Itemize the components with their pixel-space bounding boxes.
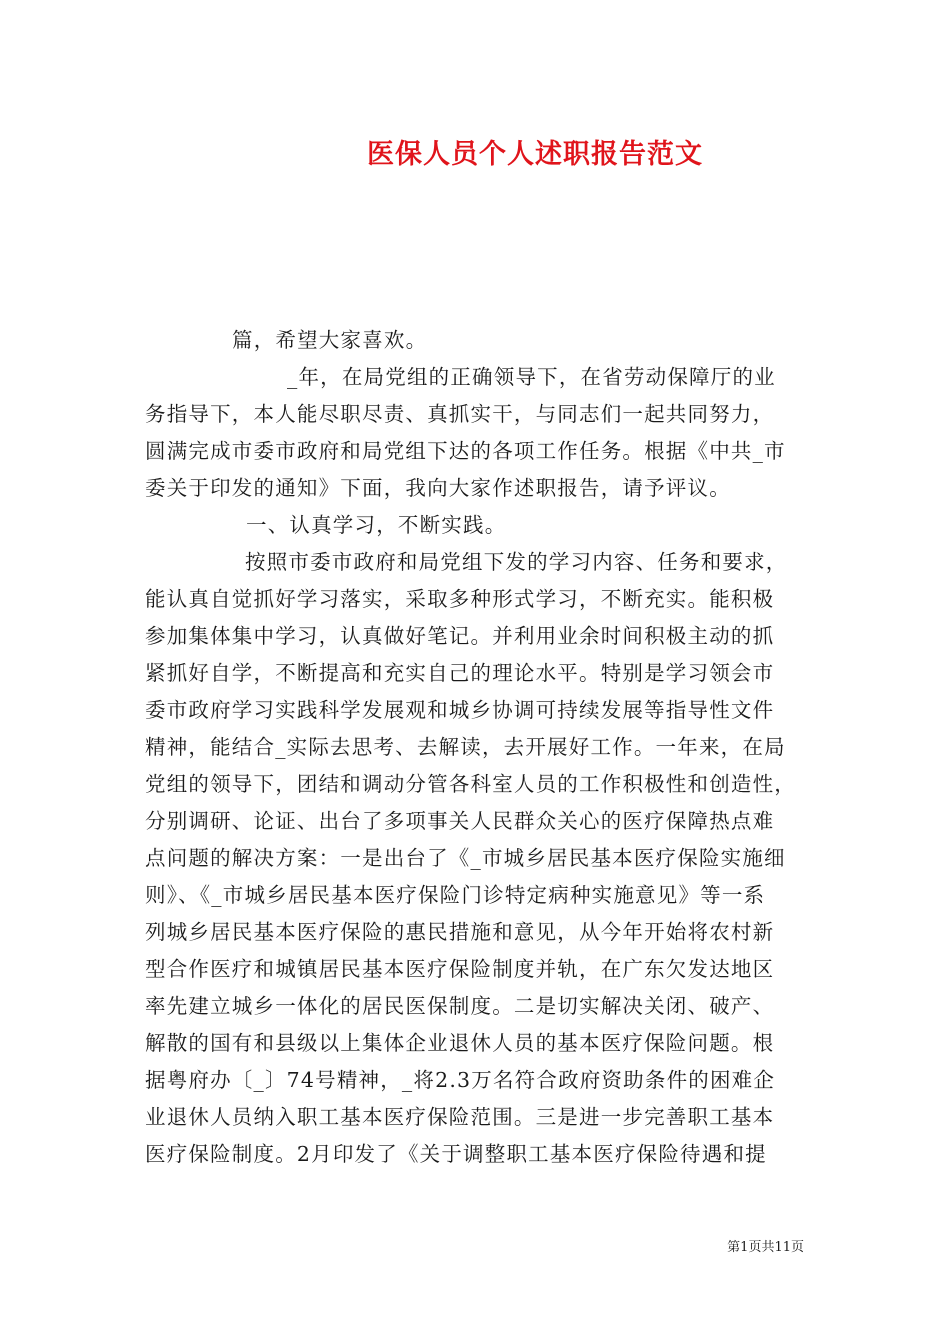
text-line: 则》、《_市城乡居民基本医疗保险门诊特定病种实施意见》等一系	[145, 883, 766, 907]
text-line: 分别调研、论证、出台了多项事关人民群众关心的医疗保障热点难	[145, 809, 775, 833]
text-line: 业退休人员纳入职工基本医疗保险范围。三是进一步完善职工基本	[145, 1105, 775, 1129]
text-line: 篇，希望大家喜欢。	[232, 328, 428, 352]
text-line: 委关于印发的通知》下面，我向大家作述职报告，请予评议。	[145, 476, 731, 500]
text-line: 参加集体集中学习，认真做好笔记。并利用业余时间积极主动的抓	[145, 624, 775, 648]
page-number: 第1页共11页	[727, 1240, 804, 1255]
text-line: 精神，能结合_实际去思考、去解读，去开展好工作。一年来，在局	[145, 735, 786, 759]
text-line: 解散的国有和县级以上集体企业退休人员的基本医疗保险问题。根	[145, 1031, 775, 1055]
text-line: 据粤府办〔_〕74号精神，_将2.3万名符合政府资助条件的困难企	[145, 1068, 776, 1092]
text-line: _年，在局党组的正确领导下，在省劳动保障厅的业	[287, 365, 776, 389]
text-line: 委市政府学习实践科学发展观和城乡协调可持续发展等指导性文件	[145, 698, 775, 722]
text-line: 紧抓好自学，不断提高和充实自己的理论水平。特别是学习领会市	[145, 661, 775, 685]
text-line: 医疗保险制度。2月印发了《关于调整职工基本医疗保险待遇和提	[145, 1142, 767, 1166]
text-line: 率先建立城乡一体化的居民医保制度。二是切实解决关闭、破产、	[145, 994, 775, 1018]
text-line: 按照市委市政府和局党组下发的学习内容、任务和要求，	[245, 550, 788, 574]
section-heading: 一、认真学习，不断实践。	[246, 513, 507, 537]
text-line: 能认真自觉抓好学习落实，采取多种形式学习，不断充实。能积极	[145, 587, 775, 611]
text-line: 党组的领导下，团结和调动分管各科室人员的工作积极性和创造性，	[145, 772, 796, 796]
text-line: 型合作医疗和城镇居民基本医疗保险制度并轨，在广东欠发达地区	[145, 957, 775, 981]
text-line: 列城乡居民基本医疗保险的惠民措施和意见，从今年开始将农村新	[145, 920, 775, 944]
page-title: 医保人员个人述职报告范文	[367, 139, 703, 170]
text-line: 圆满完成市委市政府和局党组下达的各项工作任务。根据《中共_市	[145, 439, 786, 463]
text-line: 务指导下，本人能尽职尽责、真抓实干，与同志们一起共同努力，	[145, 402, 775, 426]
text-line: 点问题的解决方案：一是出台了《_市城乡居民基本医疗保险实施细	[145, 846, 786, 870]
